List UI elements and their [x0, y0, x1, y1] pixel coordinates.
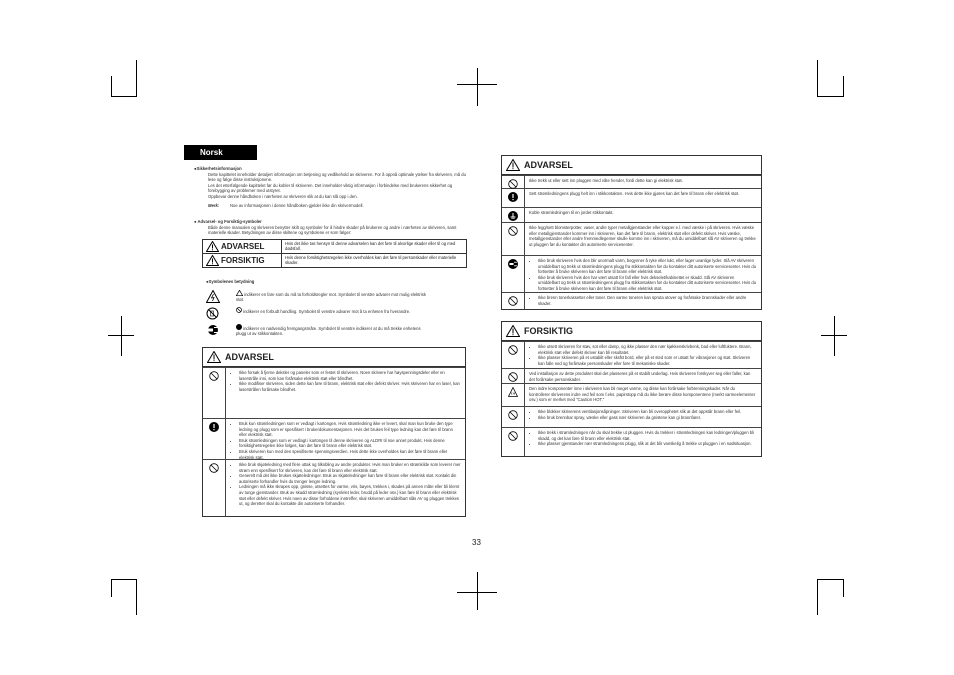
- legend-warning-label: ADVARSEL: [221, 242, 265, 251]
- right-caution-box: [501, 321, 762, 457]
- warning-item: • Generelt må det ikke brukes skjøteledninger. Bruk av skjøteledninger kan føre til brann eller elektrisk støt. Kontakt din autoriserte forhandler hvis du trenger lengre ledning.: [239, 473, 461, 484]
- warning-row: [502, 175, 761, 188]
- note-label: Merk:: [208, 202, 220, 208]
- symbols-explain-title: ●Symbolenes betydning: [206, 279, 255, 284]
- warning-row: [502, 255, 761, 292]
- symbols-text: Både denne manualen og skriveren benytter skilt og symboler for å hindre skader på brukeren og andre i nærheten av skriveren, samt materielle skader. Betydningen av disse skiltene og symbolene er som følger:: [208, 224, 457, 236]
- right-warning-title: ADVARSEL: [524, 160, 573, 170]
- warning-item: • Ledningen må ikke skrapes opp, gnisse, utsettes for varme, vris, bøyes, trekkes i, skades på annen måte eller bli klemt av tunge gjenstander. Bruk av skadd strømledning (synlelet leder, brudd på leder osv.) kan føre til brann eller elektrisk støt eller defekt skriver. Hvis noen av disse forholdene inntreffer, skal skriveren umiddelbart slås AV og pluggen trekkes ut, og deretter skal du kontakte din autoriserte forhandler.: [239, 484, 461, 506]
- prohibited-icon: [508, 410, 518, 420]
- caution-hot-icon: [508, 387, 518, 397]
- caution-triangle-icon: [206, 255, 219, 266]
- warning-row: [502, 188, 761, 207]
- mandatory-icon: [508, 192, 518, 202]
- note-text: Noe av informasjonen i denne håndboken gjelder ikke din skrivermodell.: [230, 202, 364, 208]
- prohibited-icon: [508, 345, 518, 355]
- ground-icon: [508, 211, 518, 221]
- caution-text: Ved installasjon av dette produktet skal det plasseres på et stabilt underlag. Hvis skriveren forskyver seg eller faller, kan det forårsake personskader.: [529, 371, 751, 382]
- warning-triangle-icon: [207, 351, 221, 363]
- warning-row: [203, 367, 465, 418]
- symbol-explain-1: indikerer en fare som du må ta forholdsregler mot. Symbolet til venstre advarer mot mulig elektrisk støt.: [236, 291, 426, 303]
- prohibited-icon: [209, 463, 219, 473]
- warning-item: • Ikke forsøk å fjerne deksler og paneler som er festet til skriveren. Noen skrivere har høyspenningsdeler eller en laserstråle inni, som kan forårsake elektrisk støt eller blindhet.: [239, 370, 461, 381]
- small-mandatory-icon: [236, 324, 242, 330]
- caution-item: • Ikke blokker skriverens ventilasjonsåpninger. Skriveren kan bli overopphetet slik at det oppstår brann eller feil.: [538, 409, 757, 415]
- left-warning-title: ADVARSEL: [225, 352, 274, 362]
- prohibited-icon: [508, 226, 518, 236]
- warning-triangle-icon: [206, 241, 219, 252]
- no-touch-icon: [508, 179, 518, 189]
- no-disassemble-icon: [209, 371, 219, 381]
- page-number: 33: [472, 538, 481, 547]
- caution-row: [502, 341, 761, 368]
- symbols-title: ● Advarsel- og Forsiktig-symboler: [194, 219, 262, 224]
- caution-item: • Ikke plasser gjenstander nær strømledningens plugg, slik at det blir vanskelig å trekke ut pluggen i en nødsituasjon.: [538, 441, 757, 447]
- symbol-explain-2: indikerer en forbudt handling. Symbolet til venstre advarer mot å ta enheten fra hverandre.: [243, 308, 411, 314]
- mandatory-icon: [209, 422, 219, 432]
- small-prohibited-icon: [236, 307, 242, 313]
- unplug-icon: [206, 324, 220, 336]
- no-disassemble-icon: [206, 307, 219, 320]
- safety-info-text-3: Oppbevar denne håndboken i nærheten av skriveren slik at du kan slå opp i den.: [208, 193, 358, 199]
- legend-table: [202, 239, 467, 268]
- safety-info-text-1: Dette kapittelet inneholder detaljert informasjon om betjening og vedlikehold av skriveren. For å oppnå optimale ytelser fra skriveren, må du lese og følge disse instruksjonene.: [208, 171, 466, 183]
- caution-row: [502, 368, 761, 383]
- caution-item: • Ikke trekk i strømledningen når du skal trekke ut pluggen. Hvis du trekker i strømledningen kan ledningen/pluggen bli skadd, og det kan føre til brann eller elektrisk støt.: [538, 430, 757, 441]
- warning-item: • Ikke modifiser skriveren, siden dette kan føre til brann, elektrisk støt eller defekt skriver. Hvis skriveren har en laser, kan laserstrålen forårsake blindhet.: [239, 381, 461, 392]
- warning-item: • Bruk kun strømledningen som er vedlagt i kartongen. Hvis strømledning ikke er levert, skal man kun bruke den type ledning og plugg som er spesifisert i brukerdokumentasjonen. Hvis det brukes feil type ledning kan det føre til brann eller elektrisk støt.: [239, 421, 461, 438]
- caution-item: • Ikke bruk brennbar spray, væske eller gass nær skriveren da gnistene kan gi brannfarer.: [538, 415, 757, 421]
- prohibited-icon: [508, 431, 518, 441]
- caution-item: • Ikke utsett skriveren for støv, sot eller damp, og ikke plasser den nær kjøkkenskrivbenk, bad eller luftfuktere. Brann, elektrisk støt eller defekt skriver kan bli resultatet.: [538, 344, 757, 355]
- prohibited-icon: [508, 372, 518, 382]
- legend-row-warning: [203, 240, 466, 253]
- warning-triangle-icon: [506, 159, 520, 171]
- warning-row: [502, 207, 761, 222]
- legend-warning-text: Hvis det ikke tas hensyn til denne advarselen kan det føre til alvorlige skader eller til og med dødsfall.: [285, 241, 456, 252]
- safety-info-title: ●Sikkerhetsinformasjon: [194, 166, 242, 171]
- language-tab: Norsk: [184, 145, 257, 160]
- caution-item: • Ikke plasser skriveren på et ustabilt eller skrått bord, eller på et sted som er utsatt for vibrasjoner og støt. Skriveren kan falle ned og forårsake personskader eller føre til mekaniske skader.: [538, 355, 757, 366]
- warning-text: Sett strømledningens plugg helt inn i stikkontakten. Hvis dette ikke gjøres kan det føre til brann eller elektrisk støt.: [529, 191, 740, 196]
- symbols-section: [194, 219, 469, 236]
- unplug-icon: [508, 259, 518, 269]
- legend-row-caution: [203, 253, 466, 267]
- small-triangle-icon: [236, 290, 243, 296]
- legend-caution-text: Hvis denne forsiktighetsregelen ikke overholdes kan det føre til personskader eller materielle skader.: [285, 255, 457, 266]
- warning-text: Ikke legg/sett blomsterpotter, vaser, andre typer metallgjenstander eller kopper e.l. med væske i på skriveren. Hvis væske eller metallgjenstander kommer inn i skriveren, kan det føre til brann, elektrisk støt eller defekt skriver. Hvis væske, metallgjenstander eller andre fremmedlegemer skulle komme inn i skriveren, må du umiddelbart slå AV skriveren og trekke ut pluggen før du kontakter din autoriserte servicesenter.: [529, 225, 756, 247]
- warning-text: Koble strømledningen til en jordet stikkontakt.: [529, 210, 614, 215]
- warning-row: [203, 459, 465, 516]
- warning-row: [203, 418, 465, 459]
- left-warning-box: [202, 347, 466, 517]
- safety-info-text-2: Les det etterfølgende kapittelet før du kobler til skriveren. Det inneholder viktig informasjon i forbindelse med brukerens sikkerhet og forebygging av problemer med utstyret.: [208, 182, 453, 194]
- right-caution-title: FORSIKTIG: [524, 326, 573, 336]
- electric-shock-icon: [206, 290, 220, 303]
- caution-row: [502, 383, 761, 406]
- safety-info-section: [194, 166, 469, 208]
- caution-row: [502, 427, 761, 456]
- warning-row: [502, 222, 761, 255]
- right-warning-box: [501, 155, 762, 310]
- warning-item: • Bruk strømledningen som er vedlagt i kartongen til denne skriveren og ALDRI til noe annet produkt. Hvis denne forsiktighetsregelen ikke følges, kan det føre til brann eller elektrisk støt.: [239, 438, 461, 449]
- warning-item: • Ikke bruk skriveren hvis den blir unormalt varm, begynner å ryke eller lukt, eller lager uvanlige lyder. Slå AV skriveren umiddelbart og trekk ut strømledningens plugg fra stikkontakten før du kontakter ditt autoriserte servicesenter. Hvis du fortsetter å bruke skriveren kan det føre til brann eller elektrisk støt.: [538, 258, 757, 275]
- warning-item: • Ikke bruk skjøteledning med flere uttak og tilkobling av andre produkter. Hvis man bruker en strømkilde som leverer mer strøm enn spesifisert for skriveren, kan det føre til brann eller elektrisk støt.: [239, 462, 461, 473]
- prohibited-icon: [508, 296, 518, 306]
- symbols-explain-section: [206, 279, 456, 337]
- warning-text: Ikke trekk ut eller sett inn pluggen med våte hender, fordi dette kan gi elektrisk støt.: [529, 178, 683, 183]
- caution-text: Den indre komponenter inne i skriveren kan bli meget varme, og disse kan forårsake forbrenningskader. Når du kontrollerer skriverens indre ved feil som f.eks. papirstopp må du ikke berøre disse komponentene (merkt varmeelementer osv.) som er merket med "Caution HOT.": [529, 386, 756, 403]
- caution-triangle-icon: [506, 325, 520, 337]
- symbol-explain-3: indikerer en nødvendig fremgangsmåte. Symbolet til venstre indikerer at du må trekke enhetens plugg ut av stikkontakten.: [236, 325, 421, 337]
- warning-item: • Ikke brenn tonerkassetter eller toner. Den varme toneren kan spruta utover og forårsake brannskader eller andre skader.: [538, 295, 757, 306]
- warning-item: • Bruk skriveren kun med den spesifiserte spenningsverdien. Hvis dette ikke overholdes kan det føre til brann eller elektrisk støt.: [239, 449, 461, 460]
- legend-caution-label: FORSIKTIG: [221, 256, 265, 265]
- warning-item: • Ikke bruk skriveren hvis den har vært utsatt for fall eller hvis dekselet/kabinettet er skadd. Slå AV skriveren umiddelbart og trekk ut strømledningens plugg fra stikkontakten før du kontakter ditt autoriserte servicesenter. Hvis du fortsetter å bruke skriveren kan det føre til brann eller elektrisk støt.: [538, 275, 757, 292]
- caution-row: [502, 406, 761, 427]
- warning-row: [502, 292, 761, 309]
